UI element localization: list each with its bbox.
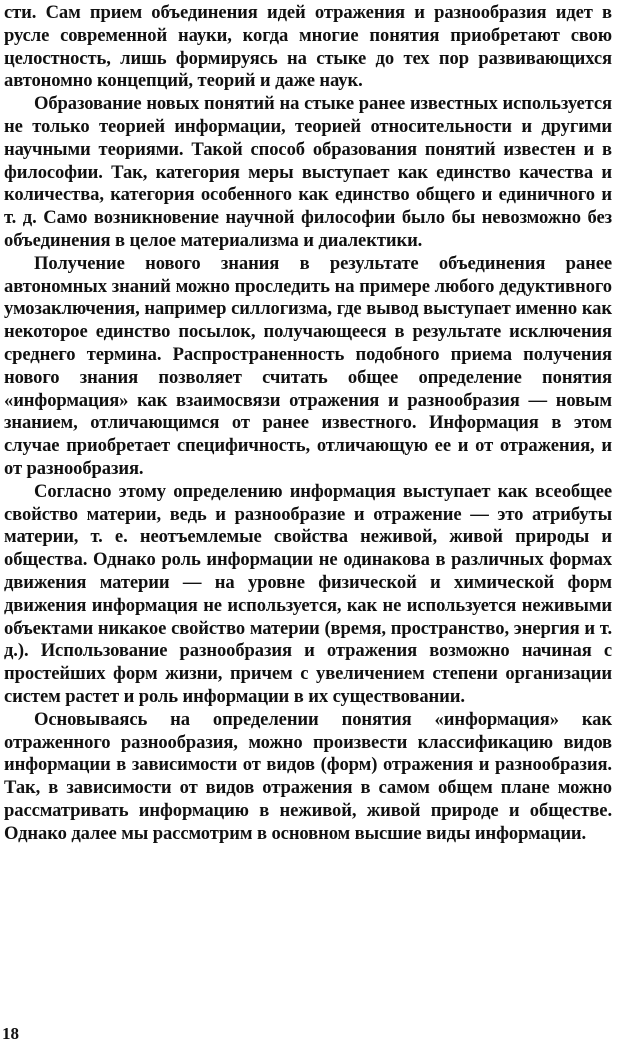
paragraph-4: Согласно этому определению информация выступает как всеобщее свойство материи, ведь и разнообразие и отражение — это атрибуты материи, т. е. неотъемлемые свойства неживой, живой природы и общества. Однако роль информации не одинакова в различных формах движения материи — на уровне физической и химической форм движения информация не используется, как не используется неживыми объектами никакое свойство материи (время, пространство, энергия и т. д.). Использование разнообразия и отражения возможно начиная с простейших форм жизни, причем с увеличением степени организации систем растет и роль информации в их существовании. (4, 480, 612, 707)
page-number: 18 (2, 1024, 19, 1043)
paragraph-2: Образование новых понятий на стыке ранее известных используется не только теорией информации, теорией относительности и другими научными теориями. Такой способ образования понятий известен и в философии. Так, категория меры выступает как единство качества и количества, категория особенного как единство общего и единичного и т. д. Само возникновение научной философии было бы невозможно без объединения в целое материализма и диалектики. (4, 93, 612, 251)
paragraph-1: сти. Сам прием объединения идей отражения и разнообразия идет в русле современной науки, когда многие понятия приобретают свою целостность, лишь формируясь на стыке до тех пор развивающихся автономно концепций, теорий и даже наук. (4, 2, 612, 92)
paragraph-3: Получение нового знания в результате объединения ранее автономных знаний можно проследить на примере любого дедуктивного умозаключения, например силлогизма, где вывод выступает именно как некоторое единство посылок, получающееся в результате исключения среднего термина. Распространенность подобного приема получения нового знания позволяет считать общее определение понятия «информация» как взаимосвязи отражения и разнообразия — новым знанием, отличающимся от ранее известного. Информация в этом случае приобретает специфичность, отличающую ее и от отражения, и от разнообразия. (4, 252, 612, 479)
paragraph-5: Основываясь на определении понятия «информация» как отраженного разнообразия, можно произвести классификацию видов информации в зависимости от видов (форм) отражения и разнообразия. Так, в зависимости от видов отражения в самом общем плане можно рассматривать информацию в неживой, живой природе и обществе. Однако далее мы рассмотрим в основном высшие виды информации. (4, 708, 612, 844)
body-text (4, 2, 612, 845)
